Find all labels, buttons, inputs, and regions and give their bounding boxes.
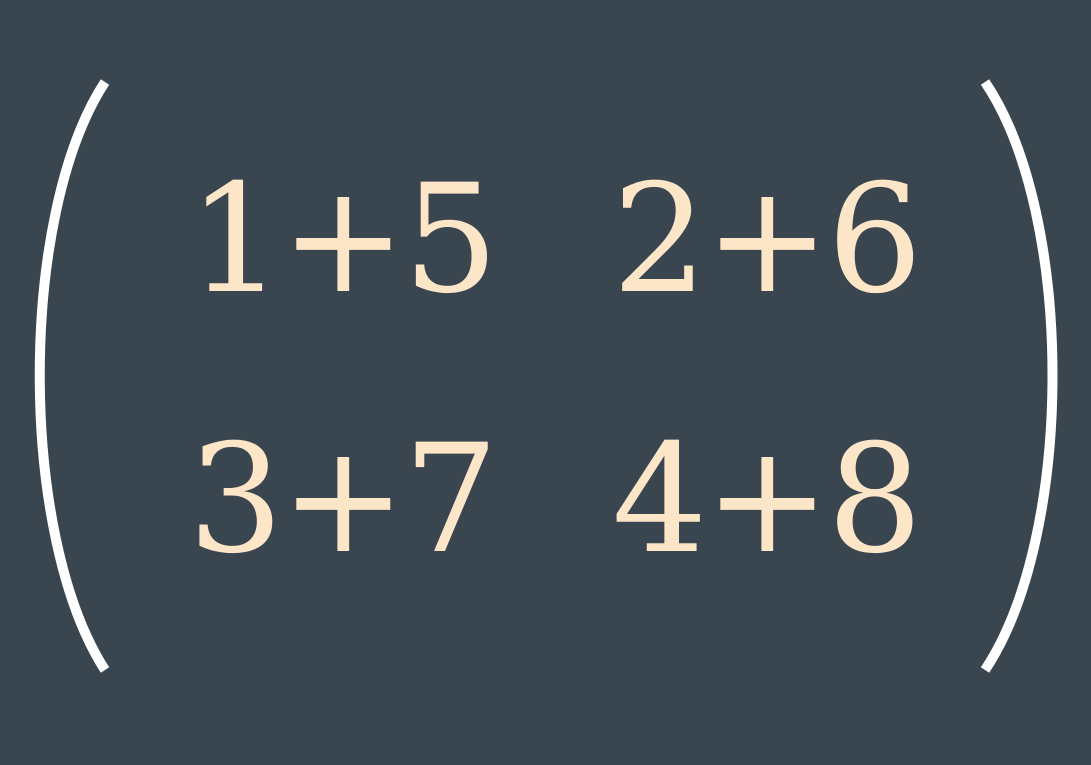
- left-parenthesis: [40, 82, 105, 670]
- matrix-entry-r1-c2: 2+6: [612, 153, 920, 327]
- matrix-entry-r2-c2: 4+8: [612, 413, 920, 587]
- right-parenthesis: [985, 82, 1053, 670]
- matrix-entry-r2-c1: 3+7: [188, 413, 496, 587]
- matrix-entry-r1-c1: 1+5: [188, 153, 496, 327]
